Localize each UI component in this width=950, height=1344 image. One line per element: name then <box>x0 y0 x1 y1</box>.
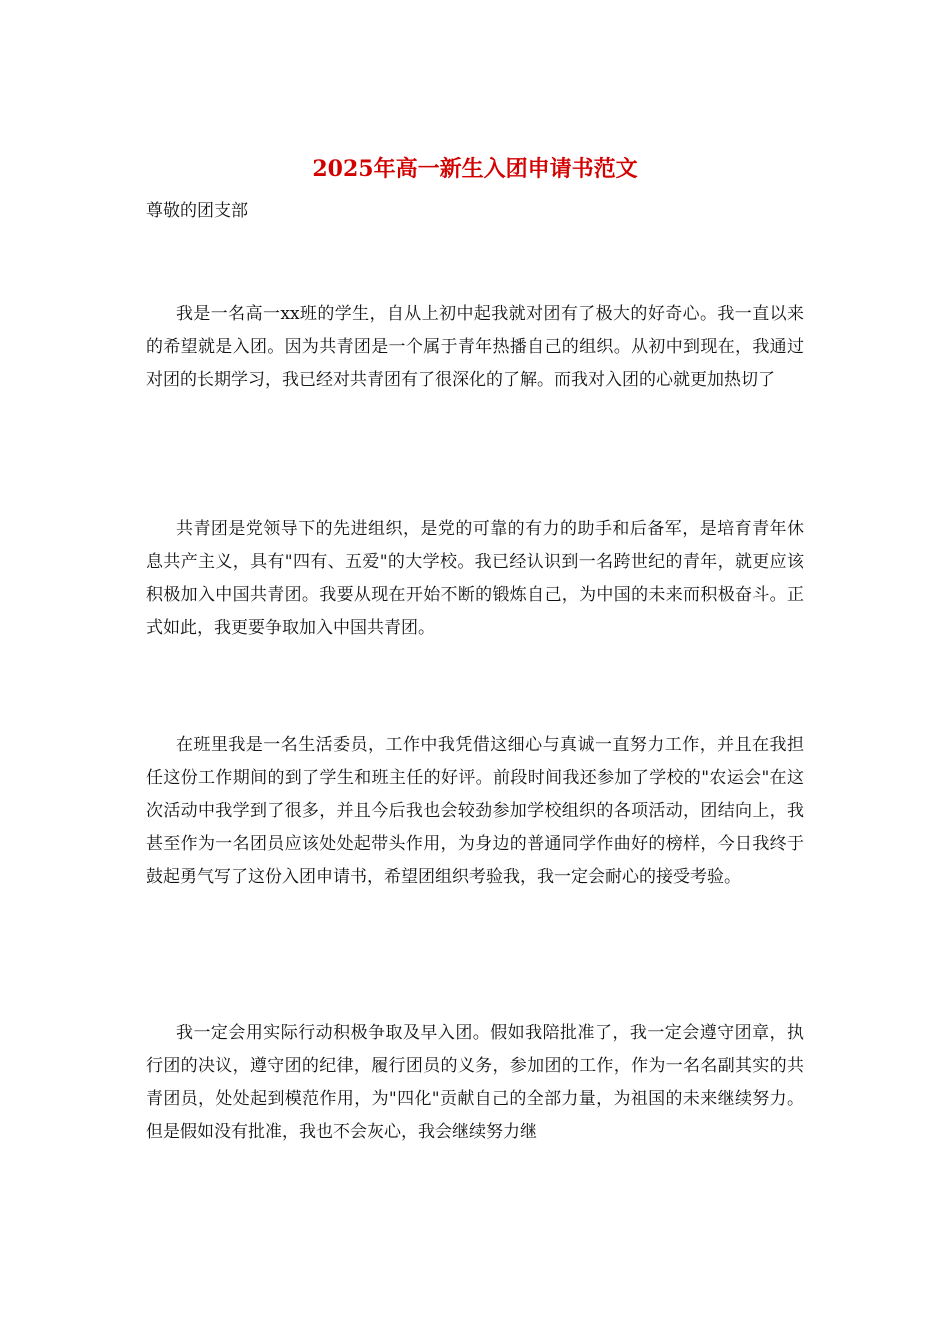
body-paragraph-2: 共青团是党领导下的先进组织，是党的可靠的有力的助手和后备军，是培育青年休息共产主义，具有"四有、五爱"的大学校。我已经认识到一名跨世纪的青年，就更应该积极加入中国共青团。我要从现在开始不断的锻炼自己，为中国的未来而积极奋斗。正式如此，我更要争取加入中国共青团。 <box>146 519 804 638</box>
salutation: 尊敬的团支部 <box>146 201 248 221</box>
body-paragraph-4: 我一定会用实际行动积极争取及早入团。假如我陪批准了，我一定会遵守团章，执行团的决议，遵守团的纪律，履行团员的义务，参加团的工作，作为一名名副其实的共青团员，处处起到模范作用，为"四化"贡献自己的全部力量，为祖国的未来继续努力。但是假如没有批准，我也不会灰心，我会继续努力继 <box>146 1023 804 1142</box>
body-paragraph-3: 在班里我是一名生活委员，工作中我凭借这细心与真诚一直努力工作，并且在我担任这份工作期间的到了学生和班主任的好评。前段时间我还参加了学校的"农运会"在这次活动中我学到了很多，并且今后我也会较劲参加学校组织的各项活动，团结向上，我甚至作为一名团员应该处处起带头作用，为身边的普通同学作曲好的榜样，今日我终于鼓起勇气写了这份入团申请书，希望团组织考验我，我一定会耐心的接受考验。 <box>146 735 804 887</box>
body-paragraph-1: 我是一名高一xx班的学生，自从上初中起我就对团有了极大的好奇心。我一直以来的希望就是入团。因为共青团是一个属于青年热播自己的组织。从初中到现在，我通过对团的长期学习，我已经对共青团有了很深化的了解。而我对入团的心就更加热切了 <box>146 304 804 390</box>
document-title: 2025年高一新生入团申请书范文 <box>312 156 638 182</box>
